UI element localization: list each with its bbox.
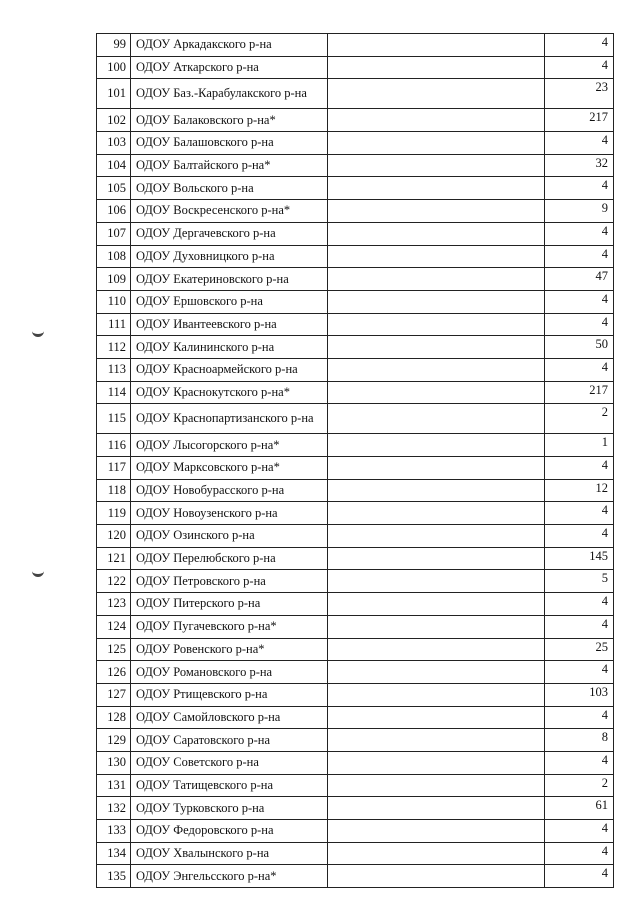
table-row	[97, 479, 614, 502]
organization-name: ОДОУ Балаковского р-на*	[131, 109, 328, 132]
row-number: 135	[97, 865, 131, 888]
table-row	[97, 56, 614, 79]
empty-cell	[328, 729, 545, 752]
row-value: 2	[545, 404, 614, 434]
row-value: 4	[545, 525, 614, 548]
organization-name: ОДОУ Краснокутского р-на*	[131, 381, 328, 404]
table-body	[97, 34, 614, 888]
row-number: 104	[97, 154, 131, 177]
empty-cell	[328, 222, 545, 245]
row-number: 101	[97, 79, 131, 109]
empty-cell	[328, 79, 545, 109]
organization-name: ОДОУ Саратовского р-на	[131, 729, 328, 752]
table-row	[97, 502, 614, 525]
row-value: 32	[545, 154, 614, 177]
row-value: 4	[545, 593, 614, 616]
table-row	[97, 661, 614, 684]
table-row	[97, 457, 614, 480]
row-number: 100	[97, 56, 131, 79]
table-row	[97, 842, 614, 865]
table-row	[97, 313, 614, 336]
table-row	[97, 268, 614, 291]
row-number: 127	[97, 683, 131, 706]
row-number: 118	[97, 479, 131, 502]
table-row	[97, 547, 614, 570]
row-value: 4	[545, 56, 614, 79]
table-row	[97, 434, 614, 457]
organization-name: ОДОУ Марксовского р-на*	[131, 457, 328, 480]
table-row	[97, 358, 614, 381]
empty-cell	[328, 358, 545, 381]
row-value: 4	[545, 313, 614, 336]
table-row	[97, 381, 614, 404]
empty-cell	[328, 434, 545, 457]
organization-name: ОДОУ Самойловского р-на	[131, 706, 328, 729]
table-row	[97, 154, 614, 177]
organization-name: ОДОУ Ровенского р-на*	[131, 638, 328, 661]
organization-name: ОДОУ Вольского р-на	[131, 177, 328, 200]
row-number: 134	[97, 842, 131, 865]
empty-cell	[328, 797, 545, 820]
empty-cell	[328, 683, 545, 706]
table-row	[97, 729, 614, 752]
row-value: 4	[545, 457, 614, 480]
table-row	[97, 132, 614, 155]
row-value: 217	[545, 381, 614, 404]
organization-name: ОДОУ Турковского р-на	[131, 797, 328, 820]
organization-name: ОДОУ Лысогорского р-на*	[131, 434, 328, 457]
empty-cell	[328, 502, 545, 525]
organization-name: ОДОУ Балтайского р-на*	[131, 154, 328, 177]
organization-name: ОДОУ Энгельсского р-на*	[131, 865, 328, 888]
row-number: 121	[97, 547, 131, 570]
row-number: 99	[97, 34, 131, 57]
table-row	[97, 865, 614, 888]
empty-cell	[328, 842, 545, 865]
row-value: 25	[545, 638, 614, 661]
empty-cell	[328, 638, 545, 661]
row-value: 4	[545, 245, 614, 268]
empty-cell	[328, 404, 545, 434]
row-value: 4	[545, 502, 614, 525]
empty-cell	[328, 268, 545, 291]
row-value: 12	[545, 479, 614, 502]
empty-cell	[328, 109, 545, 132]
row-number: 107	[97, 222, 131, 245]
organization-name: ОДОУ Хвалынского р-на	[131, 842, 328, 865]
row-number: 132	[97, 797, 131, 820]
row-value: 4	[545, 842, 614, 865]
row-value: 217	[545, 109, 614, 132]
table-row	[97, 683, 614, 706]
organization-name: ОДОУ Духовницкого р-на	[131, 245, 328, 268]
empty-cell	[328, 34, 545, 57]
organization-name: ОДОУ Аркадакского р-на	[131, 34, 328, 57]
row-number: 110	[97, 290, 131, 313]
empty-cell	[328, 200, 545, 223]
organization-name: ОДОУ Баз.-Карабулакского р-на	[131, 79, 328, 109]
empty-cell	[328, 132, 545, 155]
organization-name: ОДОУ Балашовского р-на	[131, 132, 328, 155]
table-row	[97, 404, 614, 434]
organization-name: ОДОУ Ивантеевского р-на	[131, 313, 328, 336]
organization-name: ОДОУ Екатериновского р-на	[131, 268, 328, 291]
table-row	[97, 336, 614, 359]
row-value: 9	[545, 200, 614, 223]
row-value: 4	[545, 661, 614, 684]
row-number: 129	[97, 729, 131, 752]
row-number: 122	[97, 570, 131, 593]
table-row	[97, 79, 614, 109]
row-value: 61	[545, 797, 614, 820]
empty-cell	[328, 56, 545, 79]
row-number: 113	[97, 358, 131, 381]
empty-cell	[328, 820, 545, 843]
table-row	[97, 820, 614, 843]
row-value: 4	[545, 358, 614, 381]
row-value: 1	[545, 434, 614, 457]
row-number: 123	[97, 593, 131, 616]
row-value: 2	[545, 774, 614, 797]
row-number: 133	[97, 820, 131, 843]
row-number: 112	[97, 336, 131, 359]
row-number: 124	[97, 615, 131, 638]
row-value: 8	[545, 729, 614, 752]
empty-cell	[328, 154, 545, 177]
empty-cell	[328, 336, 545, 359]
scan-mark	[32, 568, 44, 577]
row-value: 103	[545, 683, 614, 706]
organization-name: ОДОУ Советского р-на	[131, 751, 328, 774]
table-row	[97, 706, 614, 729]
empty-cell	[328, 570, 545, 593]
row-number: 103	[97, 132, 131, 155]
row-number: 102	[97, 109, 131, 132]
empty-cell	[328, 313, 545, 336]
row-value: 4	[545, 177, 614, 200]
row-number: 109	[97, 268, 131, 291]
empty-cell	[328, 751, 545, 774]
empty-cell	[328, 245, 545, 268]
organization-name: ОДОУ Петровского р-на	[131, 570, 328, 593]
empty-cell	[328, 774, 545, 797]
table-row	[97, 34, 614, 57]
row-value: 47	[545, 268, 614, 291]
empty-cell	[328, 593, 545, 616]
table-row	[97, 222, 614, 245]
table-row	[97, 200, 614, 223]
table-row	[97, 290, 614, 313]
row-number: 115	[97, 404, 131, 434]
row-value: 23	[545, 79, 614, 109]
empty-cell	[328, 479, 545, 502]
row-value: 4	[545, 222, 614, 245]
organization-name: ОДОУ Питерского р-на	[131, 593, 328, 616]
table-row	[97, 177, 614, 200]
row-value: 4	[545, 820, 614, 843]
organization-name: ОДОУ Калининского р-на	[131, 336, 328, 359]
row-number: 120	[97, 525, 131, 548]
row-number: 114	[97, 381, 131, 404]
empty-cell	[328, 706, 545, 729]
organization-name: ОДОУ Ртищевского р-на	[131, 683, 328, 706]
table-row	[97, 797, 614, 820]
organization-name: ОДОУ Перелюбского р-на	[131, 547, 328, 570]
row-number: 116	[97, 434, 131, 457]
scan-mark	[32, 328, 44, 337]
row-number: 105	[97, 177, 131, 200]
row-value: 4	[545, 290, 614, 313]
organization-name: ОДОУ Краснопартизанского р-на	[131, 404, 328, 434]
row-value: 4	[545, 132, 614, 155]
organization-name: ОДОУ Татищевского р-на	[131, 774, 328, 797]
organization-name: ОДОУ Аткарского р-на	[131, 56, 328, 79]
row-value: 4	[545, 34, 614, 57]
empty-cell	[328, 177, 545, 200]
table-row	[97, 525, 614, 548]
table-row	[97, 615, 614, 638]
organization-name: ОДОУ Романовского р-на	[131, 661, 328, 684]
row-number: 119	[97, 502, 131, 525]
organization-name: ОДОУ Ершовского р-на	[131, 290, 328, 313]
table-row	[97, 593, 614, 616]
row-number: 130	[97, 751, 131, 774]
empty-cell	[328, 865, 545, 888]
organization-name: ОДОУ Федоровского р-на	[131, 820, 328, 843]
row-number: 126	[97, 661, 131, 684]
row-value: 4	[545, 751, 614, 774]
document-table	[96, 33, 614, 888]
row-number: 125	[97, 638, 131, 661]
organization-name: ОДОУ Воскресенского р-на*	[131, 200, 328, 223]
empty-cell	[328, 615, 545, 638]
organization-name: ОДОУ Пугачевского р-на*	[131, 615, 328, 638]
table-row	[97, 245, 614, 268]
table-row	[97, 570, 614, 593]
row-number: 131	[97, 774, 131, 797]
table-row	[97, 109, 614, 132]
row-number: 106	[97, 200, 131, 223]
row-number: 108	[97, 245, 131, 268]
row-value: 4	[545, 865, 614, 888]
empty-cell	[328, 661, 545, 684]
row-value: 145	[545, 547, 614, 570]
row-number: 111	[97, 313, 131, 336]
row-value: 5	[545, 570, 614, 593]
row-number: 117	[97, 457, 131, 480]
table-row	[97, 751, 614, 774]
empty-cell	[328, 457, 545, 480]
empty-cell	[328, 547, 545, 570]
table-row	[97, 774, 614, 797]
organization-name: ОДОУ Новоузенского р-на	[131, 502, 328, 525]
row-value: 50	[545, 336, 614, 359]
empty-cell	[328, 525, 545, 548]
empty-cell	[328, 290, 545, 313]
organization-name: ОДОУ Новобурасского р-на	[131, 479, 328, 502]
row-value: 4	[545, 615, 614, 638]
organization-name: ОДОУ Озинского р-на	[131, 525, 328, 548]
row-value: 4	[545, 706, 614, 729]
row-number: 128	[97, 706, 131, 729]
organization-name: ОДОУ Красноармейского р-на	[131, 358, 328, 381]
organization-name: ОДОУ Дергачевского р-на	[131, 222, 328, 245]
table-row	[97, 638, 614, 661]
empty-cell	[328, 381, 545, 404]
